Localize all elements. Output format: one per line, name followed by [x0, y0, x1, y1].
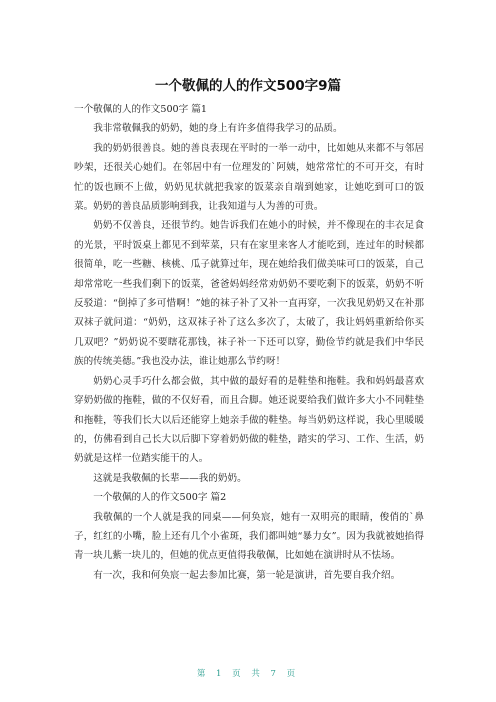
document-title: 一个敬佩的人的作文500字9篇	[154, 78, 342, 94]
paragraph: 我敬佩的一个人就是我的同桌——何奂宸，她有一双明亮的眼睛，俊俏的`鼻子，红红的小嘴，脸上还有几个小雀斑，我们都叫她“暴力女”。因为我就被她掐得青一块儿紫一块儿的，但她的优点更值得我敬佩，比如她在演讲时从不怯场。	[74, 511, 424, 562]
paragraph: 有一次，我和何奂宸一起去参加比赛，第一轮是演讲，首先要自我介绍。	[93, 569, 401, 581]
paragraph: 奶奶不仅善良，还很节约。她告诉我们在她小的时候，并不像现在的丰衣足食的光景，平时饭桌上都见不到荤菜，只有在家里来客人才能吃到，连过年的时候都很简单，吃一些糖、核桃、瓜子就算过年，现在她给我们做美味可口的饭菜，自己却常常吃一些我们剩下的饭菜，爸爸妈妈经常劝奶奶不要吃剩下的饭菜，奶奶不听反驳道：“倒掉了多可惜啊！”她的袜子补了又补一直再穿，一次我见奶奶又在补那双袜子就问道：“奶奶，这双袜子补了这么多次了，太破了，我让妈妈重新给你买几双吧？”奶奶说不要瞎花那钱，袜子补一下还可以穿，勤俭节约就是我们中华民族的传统美德。”我也没办法，谁让她那么节约呀！	[74, 220, 424, 368]
paragraph: 我的奶奶很善良。她的善良表现在平时的一举一动中，比如她从来都不与邻居吵架，还很关心她们。在邻居中有一位理发的`阿姨，她常常忙的不可开交，有时忙的饭也顾不上做，奶奶见状就把我家的饭菜亲自端到她家，让她吃到可口的饭菜。奶奶的善良品质影响到我，让我知道与人为善的可贵。	[74, 142, 424, 213]
document-body	[74, 100, 424, 585]
section-heading-2: 一个敬佩的人的作文500字 篇2	[93, 492, 227, 504]
paragraph: 奶奶心灵手巧什么都会做，其中做的最好看的是鞋垫和拖鞋。我和妈妈最喜欢穿奶奶做的拖鞋，做的不仅好看，而且合脚。她还说要给我们做许多大小不同鞋垫和拖鞋，等我们长大以后还能穿上她亲手做的鞋垫。每当奶奶这样说，我心里暖暖的，仿佛看到自己长大以后脚下穿着奶奶做的鞋垫，踏实的学习、工作、生活，奶奶就是这样一位踏实能干的人。	[74, 375, 424, 465]
paragraph: 这就是我敬佩的长辈——我的奶奶。	[93, 472, 247, 484]
paragraph: 我非常敬佩我的奶奶，她的身上有许多值得我学习的品质。	[93, 123, 343, 135]
section-heading-1: 一个敬佩的人的作文500字 篇1	[74, 104, 207, 115]
page-footer: 第 1 页 共 7 页	[196, 669, 300, 679]
